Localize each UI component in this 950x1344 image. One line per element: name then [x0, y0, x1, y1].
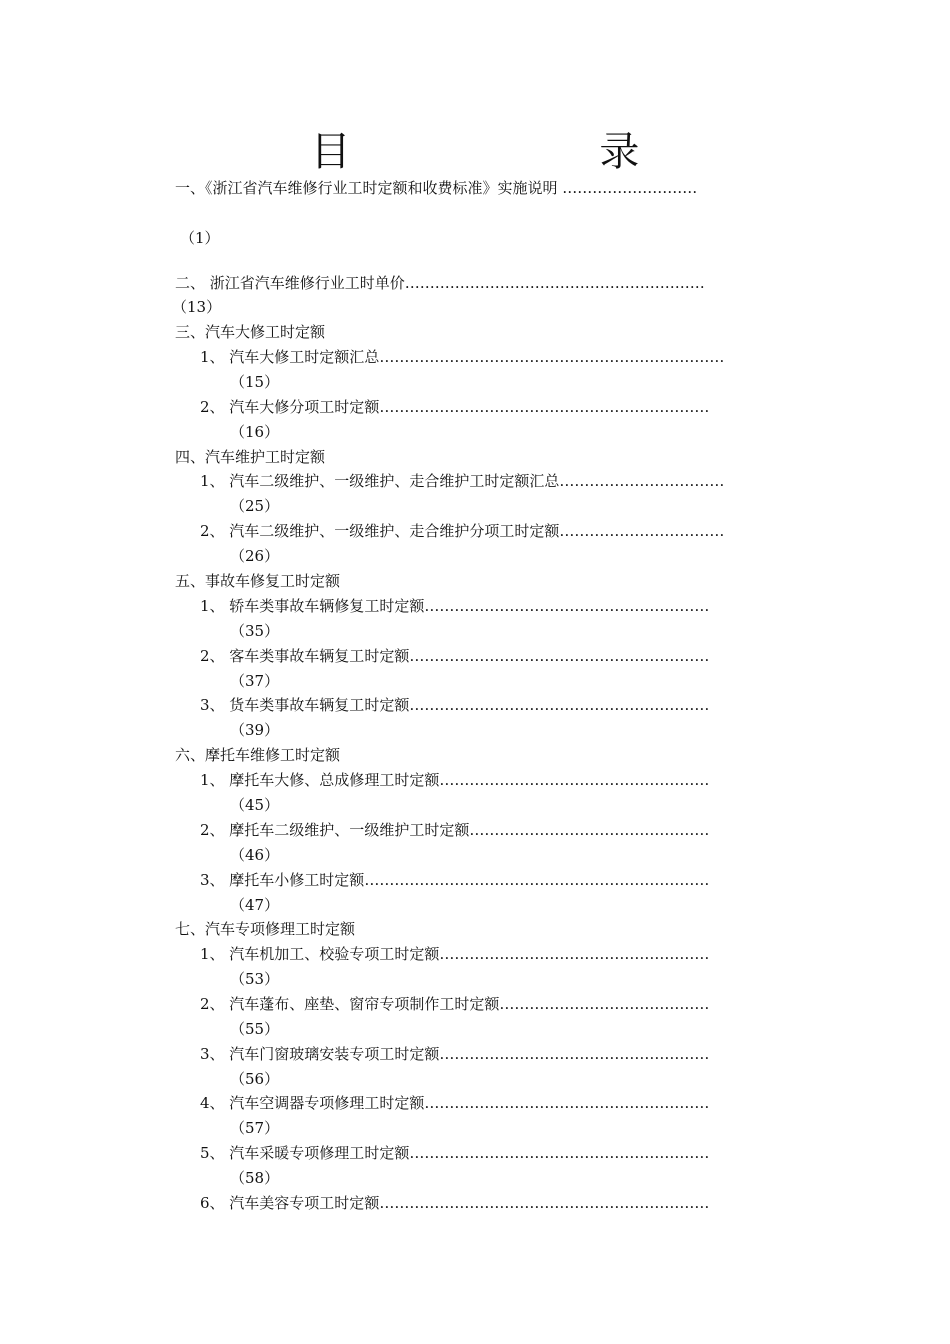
- toc-entry-6-2: 2、 摩托车二级维护、一级维护工时定额…………………………………………: [200, 821, 710, 839]
- toc-section-6: 六、摩托车维修工时定额: [175, 746, 341, 764]
- toc-entry-7-3: 3、 汽车门窗玻璃安装专项工时定额………………………………………………: [200, 1045, 710, 1063]
- toc-entry-4-1: 1、 汽车二级维护、一级维护、走合维护工时定额汇总……………………………: [200, 472, 725, 490]
- toc-page-1: （1）: [180, 229, 220, 247]
- toc-entry-3-2: 2、 汽车大修分项工时定额…………………………………………………………: [200, 398, 710, 416]
- toc-section-7: 七、汽车专项修理工时定额: [175, 920, 356, 938]
- toc-page-7-1: （53）: [230, 970, 280, 988]
- toc-entry-7-1: 1、 汽车机加工、校验专项工时定额………………………………………………: [200, 945, 710, 963]
- toc-page-6-2: （46）: [230, 846, 280, 864]
- toc-entry-1: 一、《浙江省汽车维修行业工时定额和收费标准》实施说明 ………………………: [175, 179, 698, 197]
- toc-entry-6-1: 1、 摩托车大修、总成修理工时定额………………………………………………: [200, 771, 710, 789]
- toc-entry-4-2: 2、 汽车二级维护、一级维护、走合维护分项工时定额……………………………: [200, 522, 725, 540]
- toc-section-3: 三、汽车大修工时定额: [175, 323, 326, 341]
- toc-page-3-1: （15）: [230, 373, 280, 391]
- toc-page-5-1: （35）: [230, 622, 280, 640]
- toc-entry-2: 二、 浙江省汽车维修行业工时单价……………………………………………………: [175, 274, 705, 292]
- toc-entry-3-1: 1、 汽车大修工时定额汇总……………………………………………………………: [200, 348, 725, 366]
- toc-page-2: （13）: [172, 298, 222, 316]
- toc-page-6-1: （45）: [230, 796, 280, 814]
- toc-page-7-2: （55）: [230, 1020, 280, 1038]
- toc-entry-7-4: 4、 汽车空调器专项修理工时定额…………………………………………………: [200, 1094, 710, 1112]
- toc-entry-7-2: 2、 汽车蓬布、座垫、窗帘专项制作工时定额……………………………………: [200, 995, 710, 1013]
- toc-entry-5-2: 2、 客车类事故车辆复工时定额……………………………………………………: [200, 647, 710, 665]
- toc-entry-6-3: 3、 摩托车小修工时定额……………………………………………………………: [200, 871, 710, 889]
- toc-page-3-2: （16）: [230, 423, 280, 441]
- toc-entry-5-1: 1、 轿车类事故车辆修复工时定额…………………………………………………: [200, 597, 710, 615]
- page-title: 目 录: [310, 129, 758, 175]
- toc-page-7-4: （57）: [230, 1119, 280, 1137]
- toc-entry-7-5: 5、 汽车采暖专项修理工时定额……………………………………………………: [200, 1144, 710, 1162]
- toc-page-5-3: （39）: [230, 721, 280, 739]
- toc-page-5-2: （37）: [230, 672, 280, 690]
- toc-page-7-5: （58）: [230, 1169, 280, 1187]
- toc-entry-7-6: 6、 汽车美容专项工时定额…………………………………………………………: [200, 1194, 710, 1212]
- toc-page-4-1: （25）: [230, 497, 280, 515]
- toc-section-5: 五、事故车修复工时定额: [175, 572, 341, 590]
- toc-section-4: 四、汽车维护工时定额: [175, 448, 326, 466]
- toc-page-4-2: （26）: [230, 547, 280, 565]
- toc-page-6-3: （47）: [230, 896, 280, 914]
- toc-entry-5-3: 3、 货车类事故车辆复工时定额……………………………………………………: [200, 696, 710, 714]
- toc-page-7-3: （56）: [230, 1070, 280, 1088]
